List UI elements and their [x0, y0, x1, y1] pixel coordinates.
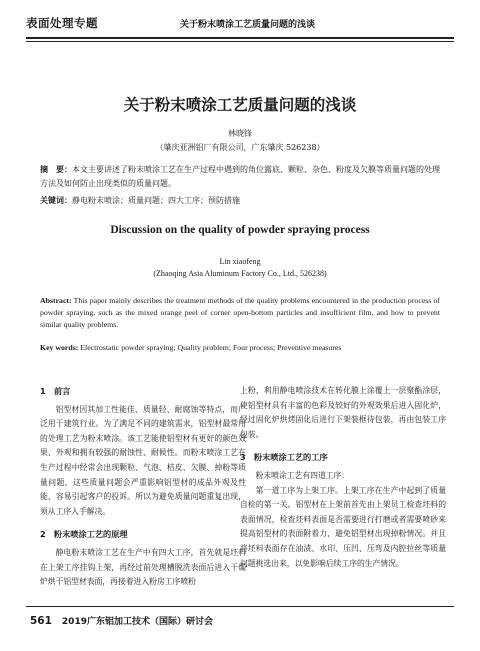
keywords-chinese [40, 194, 444, 208]
title-english: Discussion on the quality of powder spraying process [110, 224, 370, 236]
footer [30, 614, 213, 627]
abstract-text-chinese: 本文主要讲述了粉末喷涂工艺在生产过程中遇到的角位露底、颗粒、杂色、粉度及欠膜等质量问题的处理方法及如何防止出现类似的质量问题。 [40, 165, 440, 188]
section-heading-1: 1 前言 [40, 386, 71, 396]
body-column-left [40, 384, 246, 590]
abstract-label-chinese: 摘 要： [40, 165, 72, 174]
header-section-label: 表面处理专题 [26, 16, 98, 30]
abstract-chinese [40, 163, 444, 191]
footer-journal: 2019广东铝加工技术（国际）研讨会 [61, 617, 213, 627]
section-2-paragraph: 静电粉末喷涂工艺在生产中有四大工序，首先就是坯料在上架工序挂钩上架，再经过前处理槽脱洗表面后进入干燥炉烘干铝型材表面，再接着进入粉房工序喷粉 [40, 547, 246, 587]
abstract-text-english: This paper mainly describes the treatment methods of the quality problems encountered in the production process of powder spraying, such as the mixed orange peel of corner open-bottom particles and insufficient film, and how to prevent similar quality problems. [40, 296, 440, 329]
header-running-title: 关于粉末喷涂工艺质量问题的浅谈 [180, 20, 316, 30]
keywords-text-chinese: 静电粉末喷涂；质量问题；四大工序；预防措施 [72, 196, 240, 205]
footer-rule [26, 606, 454, 607]
affiliation-english: (Zhaoqing Asia Aluminum Factory Co., Ltd., 526238) [153, 269, 327, 278]
section-3-paragraph: 第一道工序为上架工序。上架工序在生产中起到了质量自检的第一关。铝型材在上架前首先由上架员工检查坯料的表面情况，检查坯料表面是否需要进行打磨或者需要喷砂来提高铝型材的表面附着力，避免铝型材出现掉粉情况。并且将坯料表面存在油渍、水印、压凹、压弯及内腔拉丝等质量问题挑选出来，以免影响后续工序的生产情况。 [240, 485, 446, 568]
keywords-label-chinese: 关键词： [40, 196, 72, 205]
keywords-text-english: Electrostatic powder spraying; Quality problem; Four process; Preventive measures [78, 343, 342, 352]
title-chinese: 关于粉末喷涂工艺质量问题的浅谈 [123, 96, 357, 114]
keywords-label-english: Key words: [40, 343, 79, 352]
author-chinese: 林晓锋 [228, 129, 252, 138]
section-heading-3: 3 粉末喷涂工艺的工序 [240, 452, 328, 463]
author-english: Lin xiaofeng [219, 257, 261, 266]
section-2-paragraph-continued: 上粉，利用静电喷涂技术在转化膜上涂覆上一层聚酯涂层，使铝型材具有丰富的色彩及较好的外观效果后进入固化炉，经过固化炉烘烤固化后进行下架装框待包装，再由包装工序包装。 [240, 386, 446, 439]
header-rule-thick [26, 37, 454, 39]
section-heading-2: 2 粉末喷涂工艺的原理 [40, 529, 128, 540]
section-3-intro: 粉末喷涂工艺有四道工序： [255, 470, 350, 480]
header-rule-thin [26, 41, 454, 42]
affiliation-chinese: （肇庆亚洲铝厂有限公司，广东肇庆 526238） [155, 143, 325, 152]
abstract-english [40, 295, 440, 331]
page-number: 561 [30, 615, 52, 627]
abstract-label-english: Abstract: [40, 296, 72, 305]
keywords-english [40, 342, 440, 354]
section-1-paragraph: 铝型材因其加工性能佳、质量轻、耐腐蚀等特点，而广泛用于建筑行业。为了满足不同的建筑需求，铝型材最常用的处理工艺为粉末喷涂。该工艺能使铝型材有更好的颜色效果、外观和拥有较强的耐蚀性、耐候性。而粉末喷涂工艺在生产过程中经常会出现颗粒、气泡、桔皮、欠膜、掉粉等质量问题，这些质量问题会严重影响铝型材的成品外观及性能，容易引起客户的投诉。所以为避免质量问题重复出现，须从工序入手解决。 [40, 404, 246, 516]
body-column-right [240, 384, 446, 571]
